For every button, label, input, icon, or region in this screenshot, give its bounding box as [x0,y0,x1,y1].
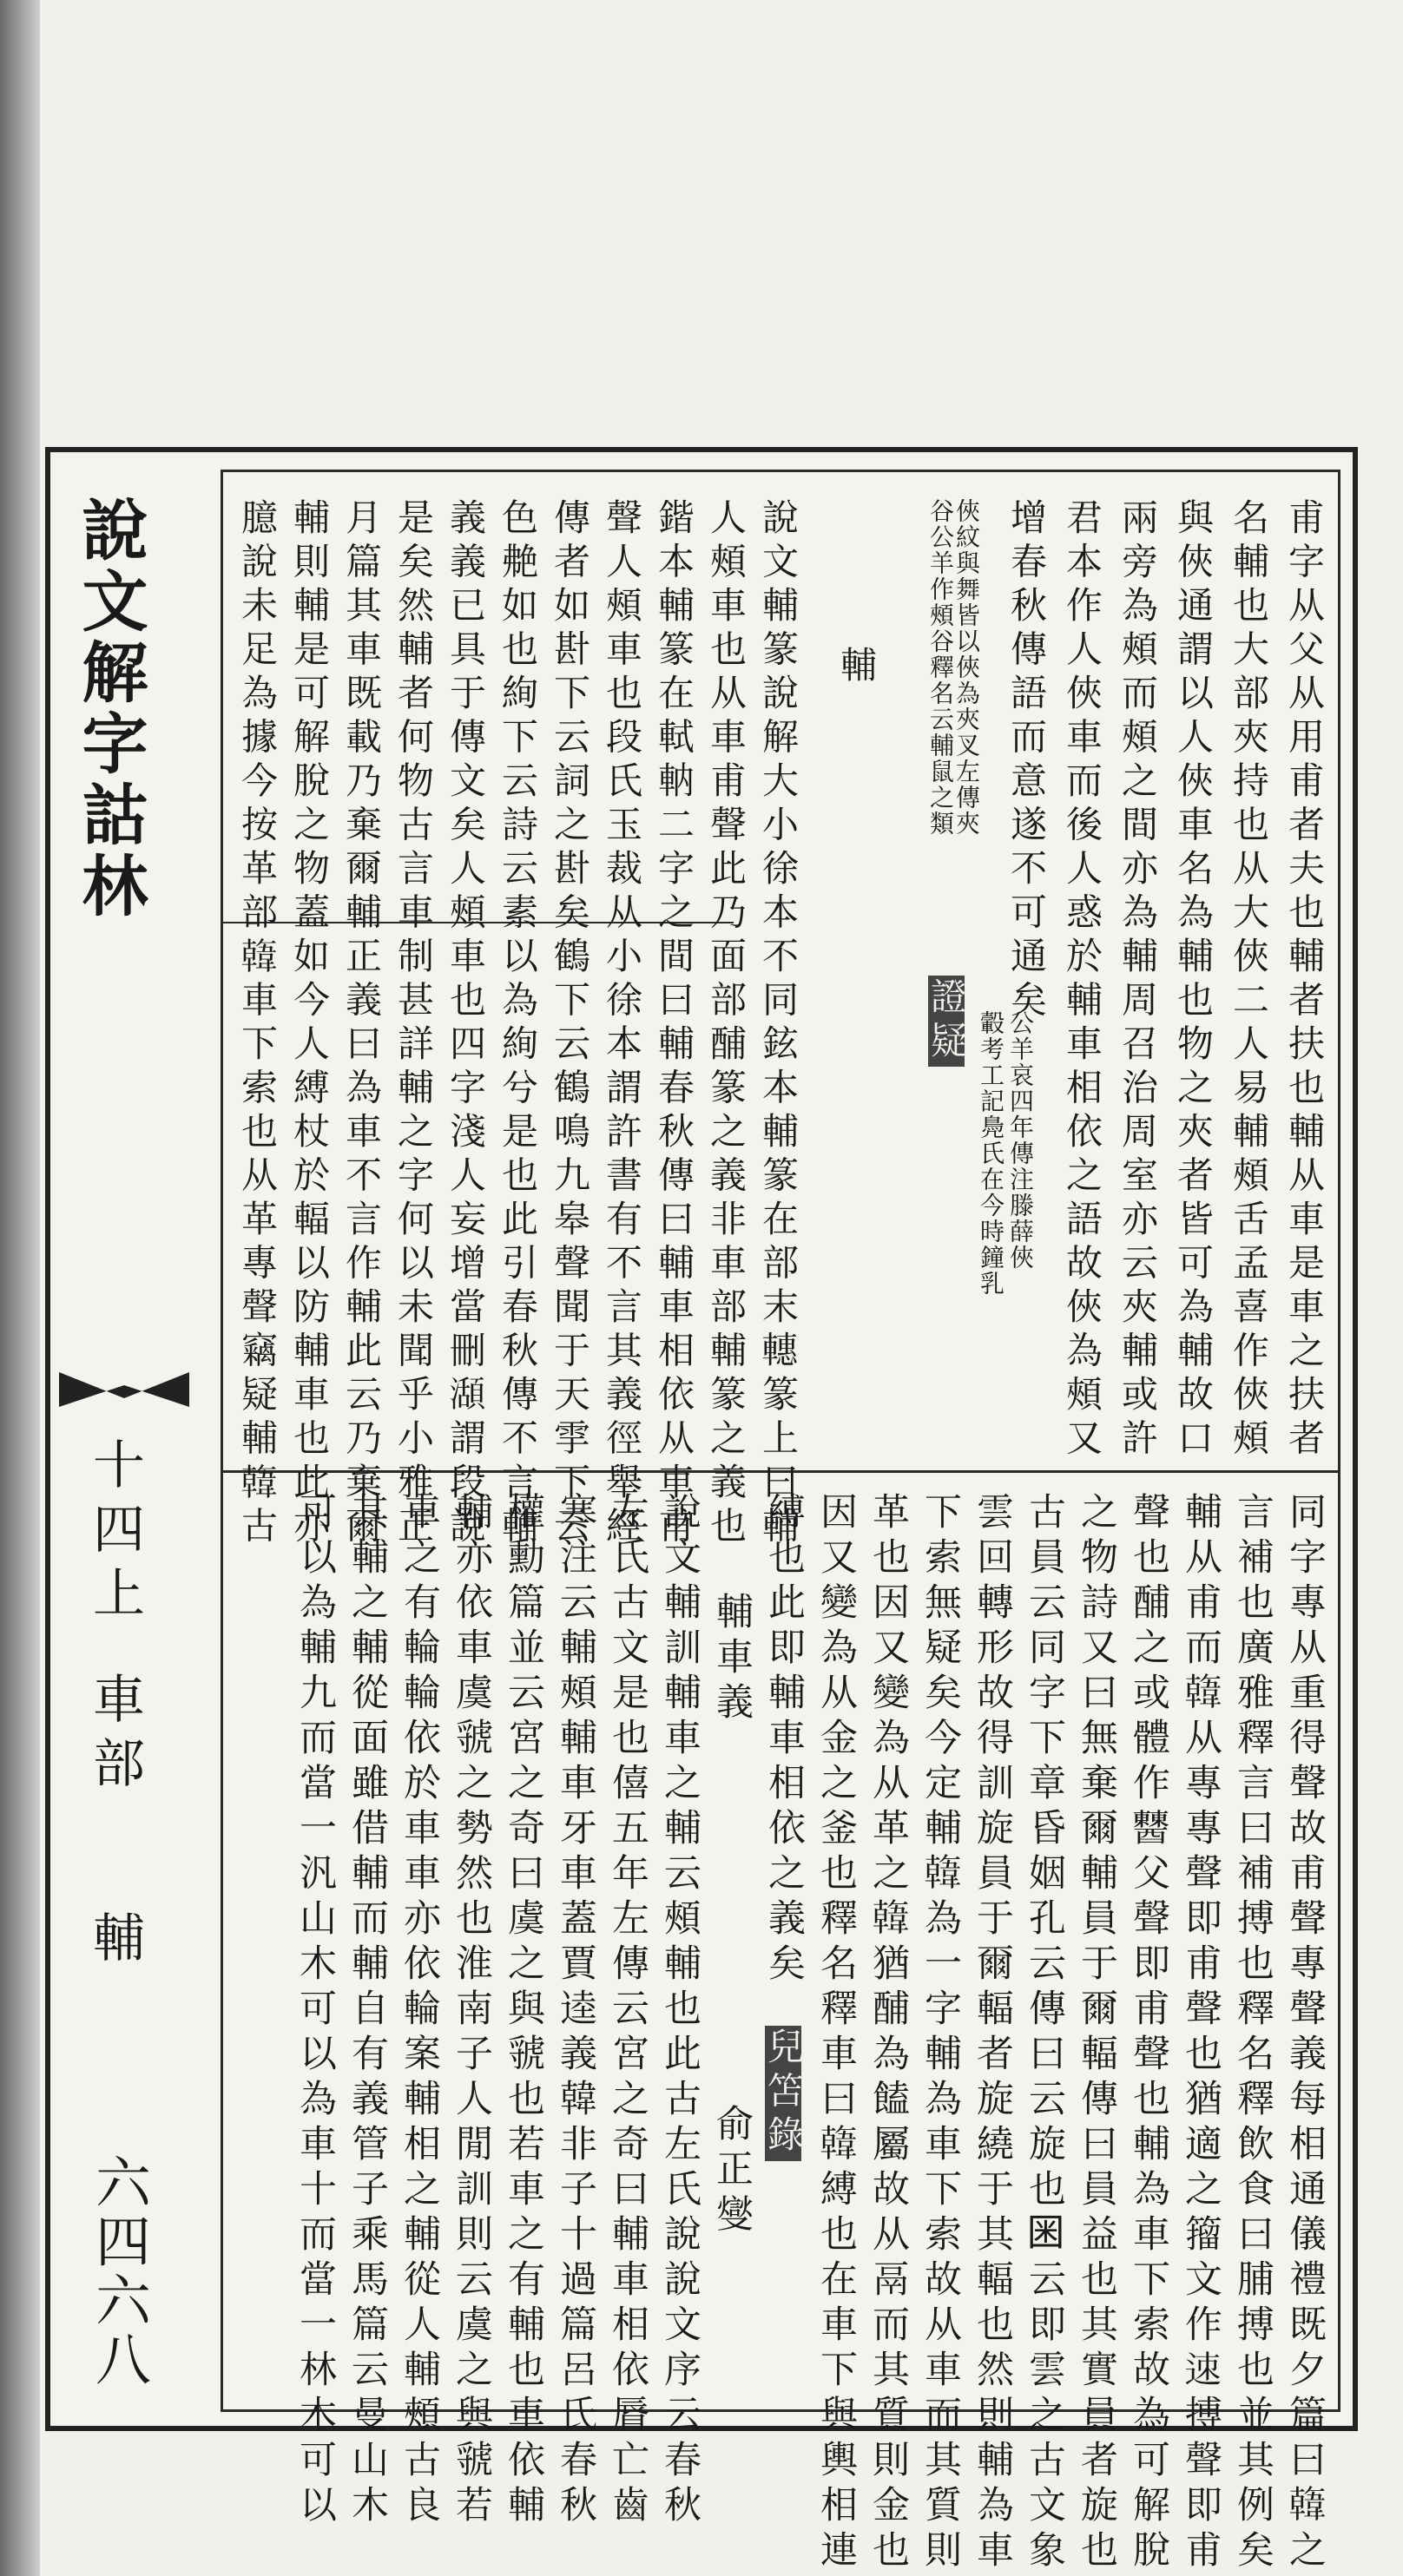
fishtail-mark [59,1355,189,1424]
text-column: 革也因又變為从革之𩏑猶酺為饁屬故从鬲而其質則金也 [866,1492,910,2575]
text-column: 聲人頰車也段氏玉裁从小徐本謂許書有不言其義徑舉經 [601,498,643,1550]
author-note: 俞正燮 [710,2104,754,2239]
text-column: 言補也廣雅釋言曰補搏也釋名釋飲食曰脯搏也並其例矣 [1231,1492,1275,2575]
title-band [50,452,215,2426]
volume-label: 十四上 [84,1437,145,1630]
entry-char: 輔 [84,1910,145,1975]
page-number: 六四六八 [86,2153,150,2389]
text-column: 色艴如也絢下云詩云素以為絢兮是也此引春秋傳不言輔 [497,498,539,1550]
text-column: 車之有輪輪依於車車亦依輪案輔相之輔從人輔頰古良 [398,1492,441,2530]
page-edge-shadow [0,0,40,2576]
text-column: 臆說未足為據今按革部𩏑車下索也从革專聲竊疑輔𩏑古 [236,498,279,1550]
annotation-column: 轂考工記鳧氏在今時鐘乳 [977,1010,1005,1297]
section-heading: 輔車義 [710,1592,754,1727]
book-title: 說文解字詁林 [71,496,148,923]
source-stamp: 證疑 [925,977,968,1065]
text-column: 增春秋傳語而意遂不可通矣 [1005,498,1048,1024]
text-frame [221,470,1340,2575]
text-column: 古員云同字下章昏姻孔云傳曰云旋也𡇒云即雲之古文象 [1023,1492,1066,2575]
text-column: 義義已具于傳文矣人頰車也四字淺人妄增當刪𤁪謂段說 [445,498,487,1550]
text-column: 同字專从重得聲故甫聲專聲義每相通儀禮既夕篇曰𩏑之 [1283,1492,1327,2575]
text-column: 說文輔訓輔車之輔云頰輔也此古左氏說說文序云春秋 [658,1492,702,2530]
text-column: 說文輔篆說解大小徐本不同鉉本輔篆在部末𨎥篆上曰輔 [757,498,800,1550]
section-label: 車部 [84,1672,145,1800]
text-column: 月篇其車既載乃棄爾輔正義曰為車不言作輔此云乃棄爾 [340,498,383,1550]
text-column: 人頰車也从車甫聲此乃面部酺篆之義非車部輔篆之義也 [705,498,748,1550]
page-frame [45,447,1358,2575]
text-column: 可以為輔九而當一汎山木可以為車十而當一林木可以 [293,1492,337,2530]
text-column: 權勳篇並云宮之奇曰虞之與虢也若車之有輔也車依輔 [502,1492,545,2530]
annotation-column: 公羊哀四年傳注滕薛俠 [1006,1010,1035,1271]
text-column: 君本作人俠車而後人惑於輔車相依之語故俠為頰又 [1061,498,1103,1462]
text-column: 傳者如卙下云詞之卙矣鶴下云鶴鳴九皋聲聞于天𩁹下云 [549,498,591,1550]
entry-marker: 輔 [835,646,878,690]
source-stamp: 兒笘錄 [762,2027,805,2159]
text-column: 鍇本輔篆在軾軜二字之間曰輔春秋傳曰輔車相依从車甫 [653,498,695,1550]
text-column: 甫字从父从用甫者夫也輔者扶也輔从車是車之扶者 [1283,498,1326,1462]
text-column: 聲也酺之或體作𨣹父聲即甫聲也輔為車下索故為可解脫 [1127,1492,1170,2575]
text-column: 下索無疑矣今定輔𩏑為一字輔為車下索故从車而其質則 [919,1492,962,2575]
text-column: 雲回轉形故得訓旋員于爾輻者旋繞于其輻也然則輔為車 [971,1492,1014,2575]
text-column: 輔从甫而𩏑从專專聲即甫聲也猶適之籀文作𨒪搏聲即甫 [1179,1492,1222,2575]
text-column: 輔亦依車虞虢之勢然也淮南子人閒訓則云虞之與虢若 [450,1492,493,2530]
text-column: 其輔之輔從面雖借輔而輔自有義管子乘馬篇云曼山木 [346,1492,389,2530]
text-column: 輔則輔是可解脫之物蓋如今人縛杖於輻以防輔車也此亦 [288,498,331,1550]
text-column: 與俠通謂以人俠車名為輔也物之夾者皆可為輔故口 [1172,498,1215,1462]
text-column: 兩旁為頰而頰之間亦為輔周召治周室亦云夾輔或許 [1116,498,1159,1462]
text-column: 縛也此即輔車相依之義矣 [762,1492,806,1988]
text-column: 因又變為从金之釜也釋名釋車曰𩏑縛也在車下與輿相連 [814,1492,858,2575]
annotation-column: 谷公羊作頰谷釋名云輔鼠之類 [926,498,955,837]
text-column: 是矣然輔者何物古言車制甚詳輔之字何以未聞乎小雅正 [392,498,435,1550]
annotation-column: 俠紋與舞皆以俠為夾叉左傳夾 [952,498,981,837]
text-column: 寒注云輔頰輔車牙車蓋賈逵義韓非子十過篇呂氏春秋 [554,1492,597,2530]
text-column: 之物詩又曰無棄爾輔員于爾輻傳曰員益也其實員者旋也 [1075,1492,1118,2575]
text-column: 名輔也大部夾持也从大俠二人易輔頰舌孟喜作俠頰 [1228,498,1270,1462]
text-column: 左氏古文是也僖五年左傳云宮之奇曰輔車相依脣亡齒 [606,1492,649,2530]
